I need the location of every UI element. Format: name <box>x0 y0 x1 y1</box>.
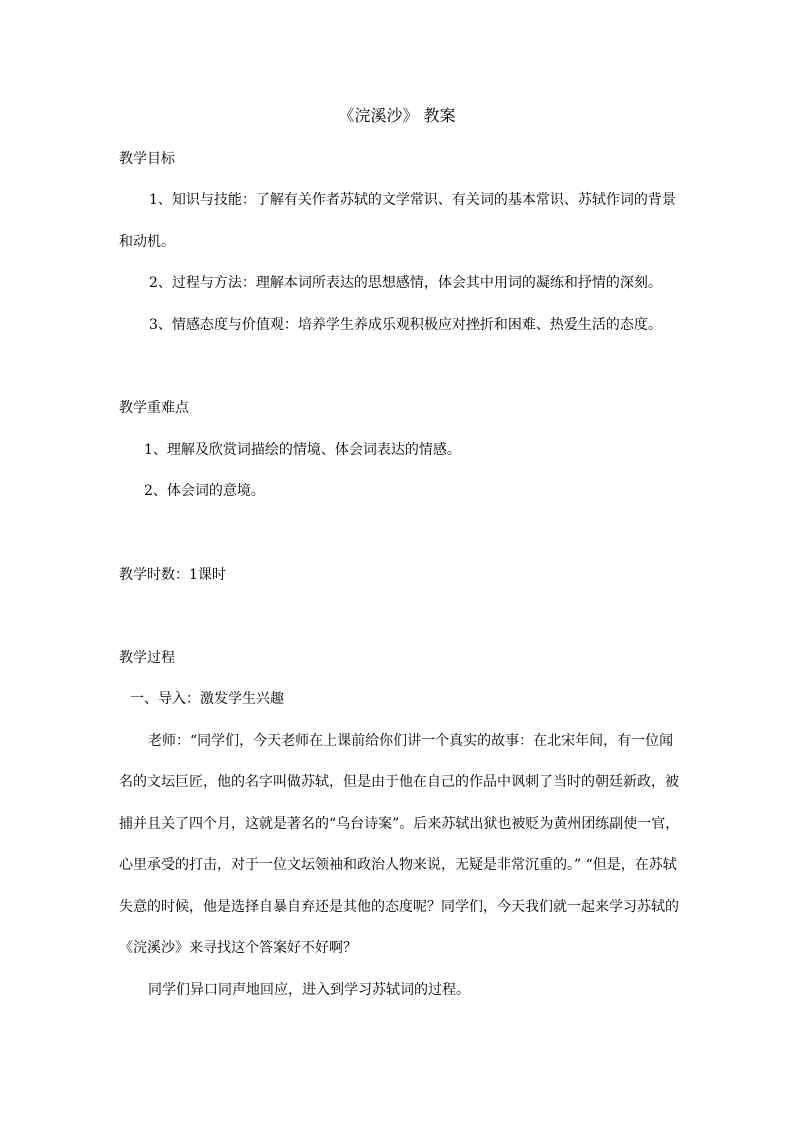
paragraph-line: 《浣溪沙》来寻找这个答案好不好啊？ <box>119 940 357 956</box>
key-points-item-1: 1、理解及欣赏词描绘的情境、体会词表达的情感。 <box>144 442 461 458</box>
paragraph-line: 名的文坛巨匠，他的名字叫做苏轼，但是由于他在自己的作品中讽刺了当时的朝廷新政，被 <box>119 774 679 790</box>
paragraph-line: 失意的时候，他是选择自暴自弃还是其他的态度呢？同学们，今天我们就一起来学习苏轼的 <box>119 899 679 915</box>
process-step-1: 一、导入：激发学生兴趣 <box>130 691 284 707</box>
paragraph-line: 捕并且关了四个月，这就是著名的“乌台诗案”。后来苏轼出狱也被贬为黄州团练副使一官， <box>119 816 680 832</box>
process-heading: 教学过程 <box>119 650 175 666</box>
paragraph-line: 老师：“同学们，今天老师在上课前给你们讲一个真实的故事：在北宋年间，有一位闻 <box>148 733 674 749</box>
key-points-heading: 教学重难点 <box>119 400 189 416</box>
goals-item-1: 1、知识与技能：了解有关作者苏轼的文学常识、有关词的基本常识、苏轼作词的背景 <box>149 192 676 208</box>
key-points-item-2: 2、体会词的意境。 <box>144 483 265 499</box>
goals-item-2: 2、过程与方法：理解本词所表达的思想感情，体会其中用词的凝练和抒情的深刻。 <box>149 275 662 291</box>
goals-heading: 教学目标 <box>119 151 175 167</box>
closing-paragraph: 同学们异口同声地回应，进入到学习苏轼词的过程。 <box>148 982 470 998</box>
paragraph-line: 心里承受的打击，对于一位文坛领袖和政治人物来说，无疑是非常沉重的。” “但是，在苏轼 <box>119 857 677 873</box>
teaching-hours: 教学时数：1课时 <box>119 567 226 583</box>
document-title: 《浣溪沙》 教案 <box>338 106 456 125</box>
goals-item-3: 3、情感态度与价值观：培养学生养成乐观积极应对挫折和困难、热爱生活的态度。 <box>149 317 662 333</box>
goals-item-1-continued: 和动机。 <box>119 234 175 250</box>
